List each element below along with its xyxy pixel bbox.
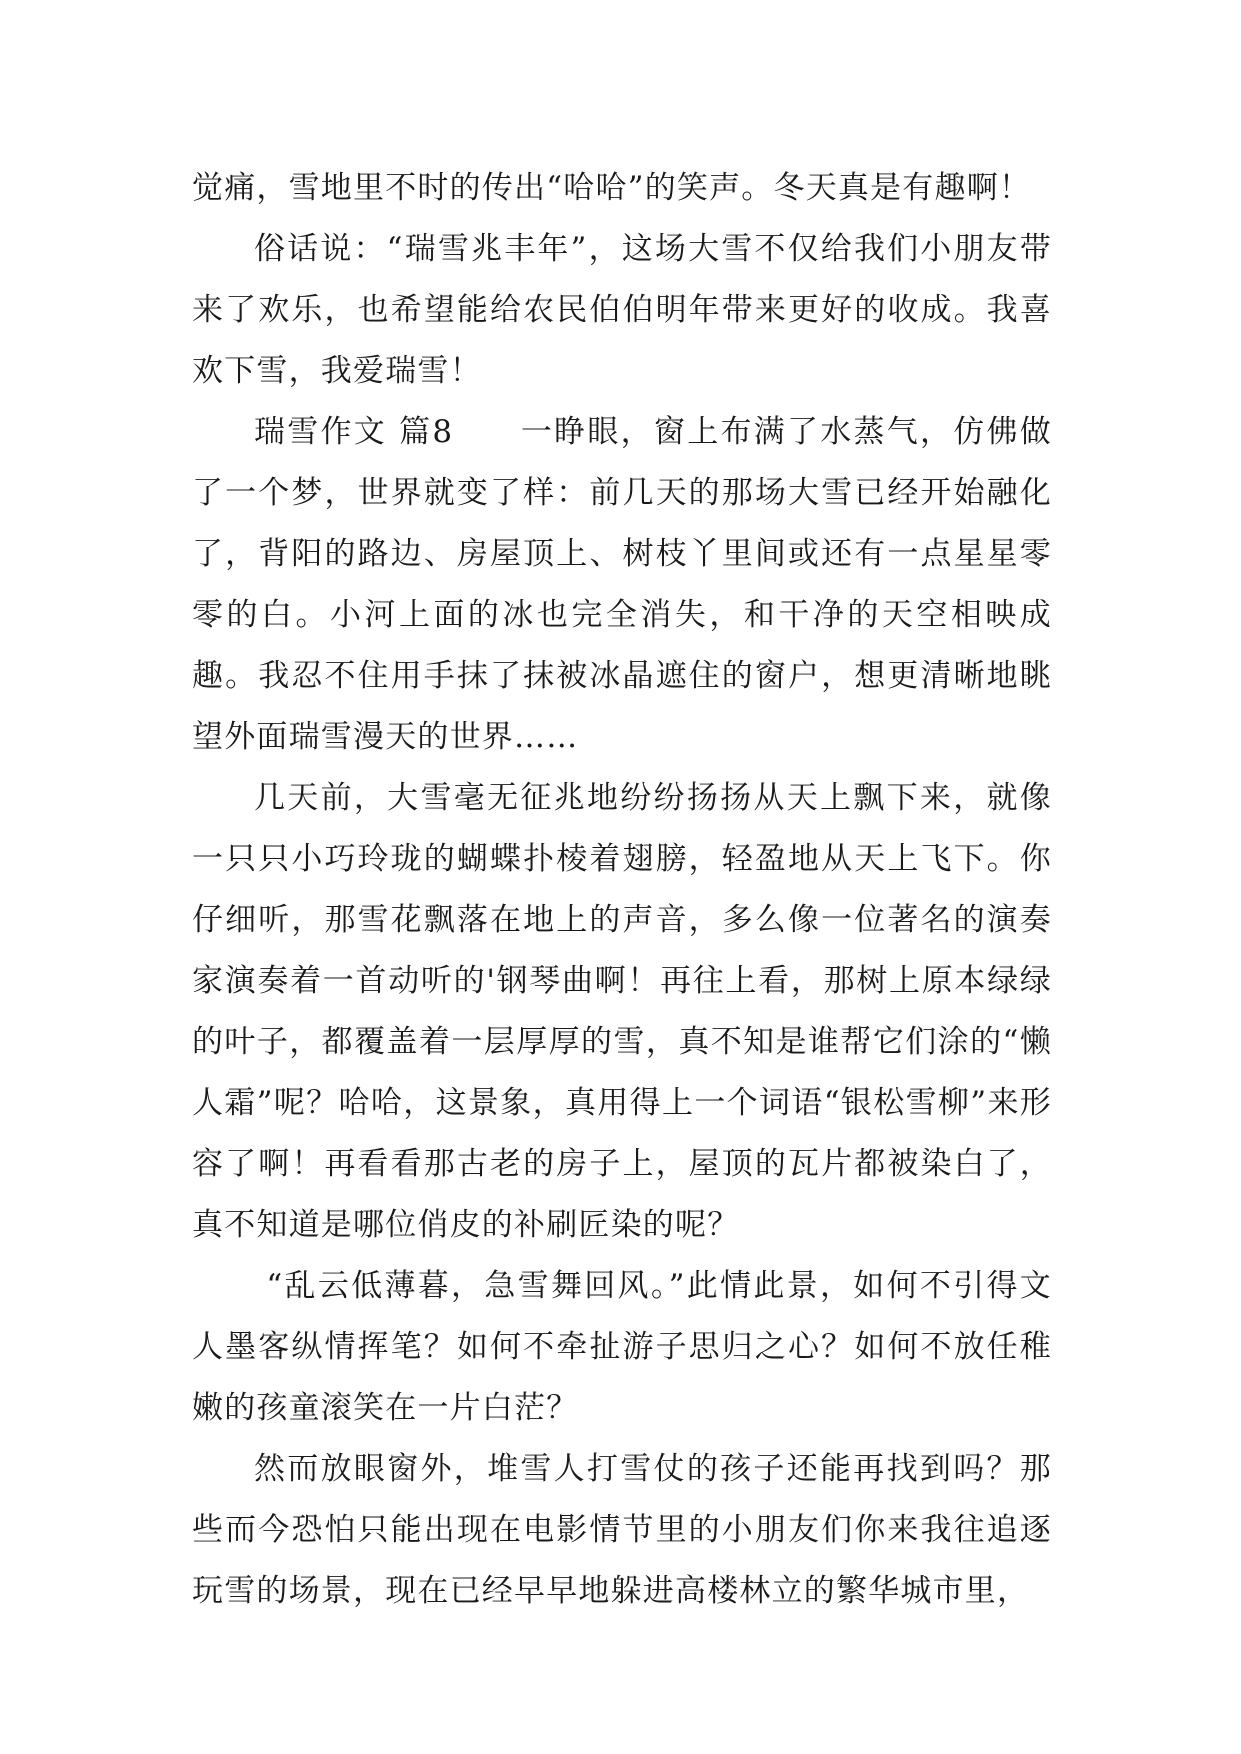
paragraph-proverb: 俗话说：“瑞雪兆丰年”，这场大雪不仅给我们小朋友带来了欢乐，也希望能给农民伯伯明年带来更好的收成。我喜欢下雪，我爱瑞雪！ [192,231,1052,389]
paragraph-poem-quote: “乱云低薄暮，急雪舞回风。”此情此景，如何不引得文人墨客纵情挥笔？如何不牵扯游子思归之心？如何不放任稚嫩的孩童滚笑在一片白茫？ [192,1268,1052,1426]
paragraph-window-view: 然而放眼窗外，堆雪人打雪仗的孩子还能再找到吗？那些而今恐怕只能出现在电影情节里的小朋友们你来我往追逐玩雪的场景，现在已经早早地躲进高楼林立的繁华城市里， [192,1451,1052,1609]
essay-body [192,158,1052,1622]
paragraph-snowfall: 几天前，大雪毫无征兆地纷纷扬扬从天上飘下来，就像一只只小巧玲珑的蝴蝶扑棱着翅膀，轻盈地从天上飞下。你仔细听，那雪花飘落在地上的声音，多么像一位著名的演奏家演奏着一首动听的'钢琴曲啊！再往上看，那树上原本绿绿的叶子，都覆盖着一层厚厚的雪，真不知是谁帮它们涂的“懒人霜”呢？哈哈，这景象，真用得上一个词语“银松雪柳”来形容了啊！再看看那古老的房子上，屋顶的瓦片都被染白了，真不知道是哪位俏皮的补刷匠染的呢？ [192,780,1052,1243]
paragraph-essay-8-opening: 瑞雪作文 篇8 一睁眼，窗上布满了水蒸气，仿佛做了一个梦，世界就变了样：前几天的那场大雪已经开始融化了，背阳的路边、房屋顶上、树枝丫里间或还有一点星星零零的白。小河上面的冰也完全消失，和干净的天空相映成趣。我忍不住用手抹了抹被冰晶遮住的窗户，想更清晰地眺望外面瑞雪漫天的世界…… [192,414,1052,755]
paragraph-continuation: 觉痛，雪地里不时的传出“哈哈”的笑声。冬天真是有趣啊！ [192,170,1032,206]
